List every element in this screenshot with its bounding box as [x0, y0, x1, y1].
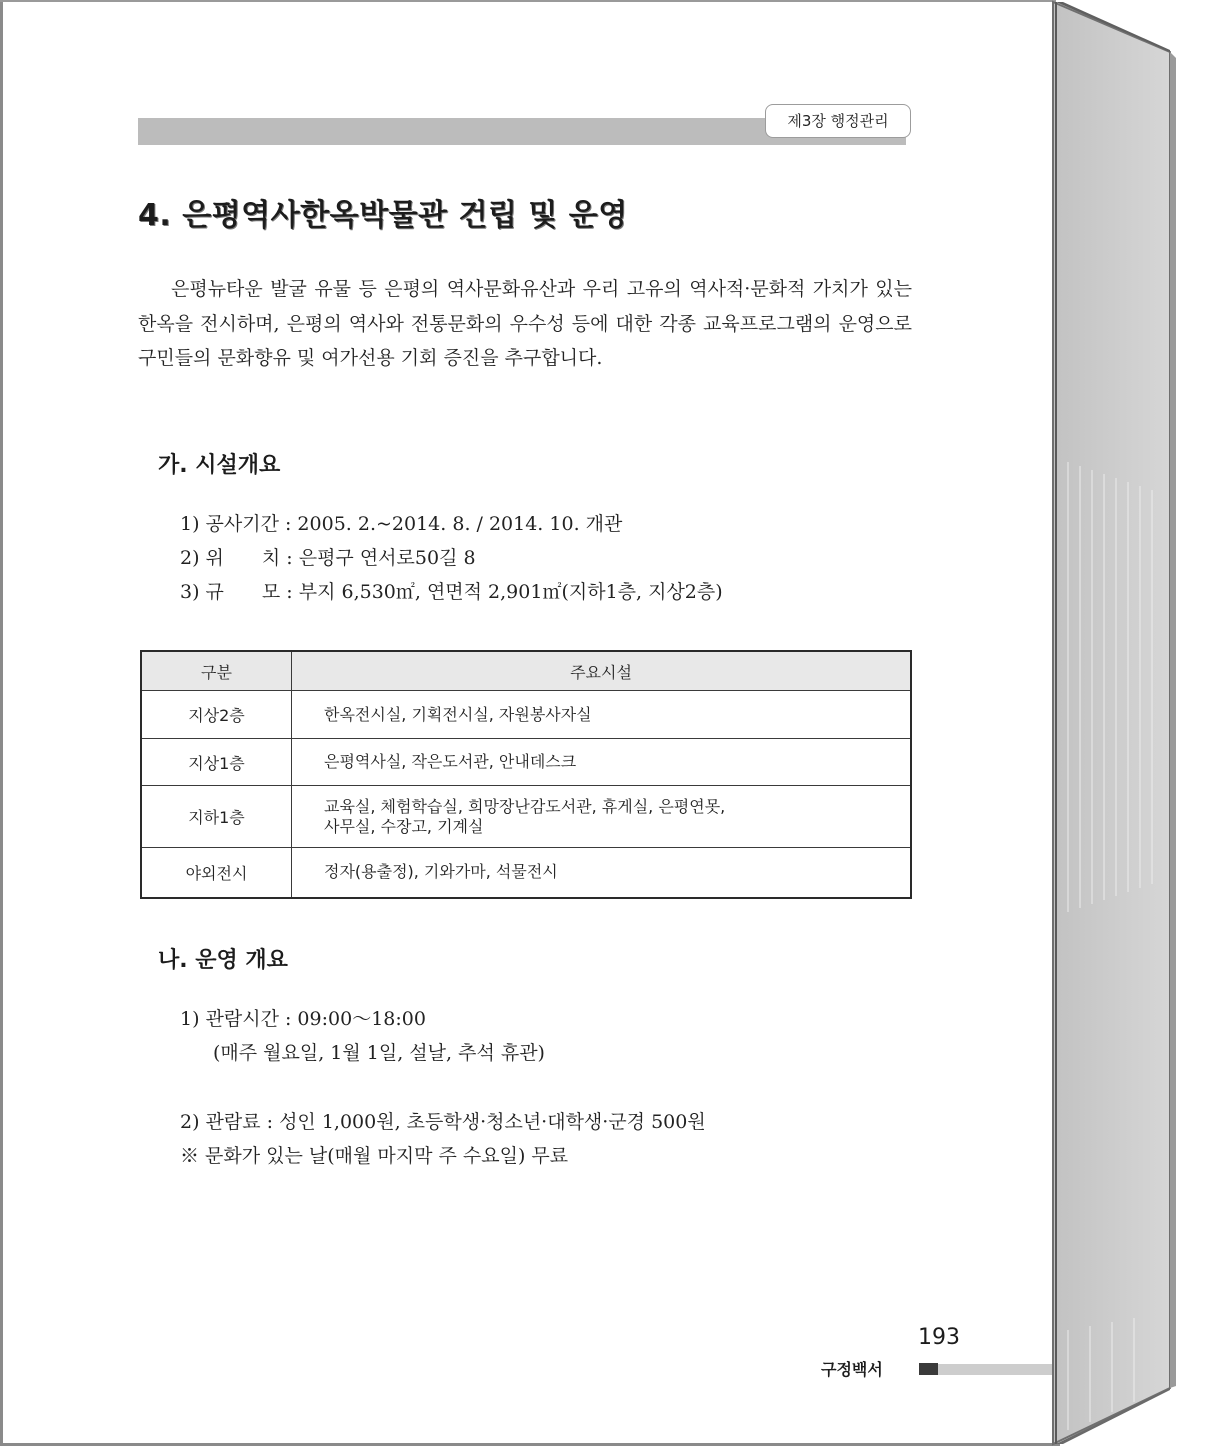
footer-marker [919, 1363, 938, 1375]
table-cell-floor: 지상1층 [141, 739, 292, 786]
book-title: 구정백서 [821, 1360, 883, 1379]
closed-days: (매주 월요일, 1월 1일, 설날, 추석 휴관) [213, 1042, 545, 1064]
table-row [141, 691, 911, 739]
table-cell-floor: 지하1층 [141, 786, 292, 848]
table-cell-facilities [292, 786, 912, 848]
facilities-table [140, 650, 912, 899]
table-header-facilities: 주요시설 [292, 651, 912, 691]
table-row [141, 786, 911, 848]
table-row [141, 848, 911, 898]
table-row [141, 739, 911, 786]
intro-paragraph: 은평뉴타운 발굴 유물 등 은평의 역사문화유산과 우리 고유의 역사적·문화적 가치가 있는 한옥을 전시하며, 은평의 역사와 전통문화의 우수성 등에 대한 각종 교육프로그램의 운영으로 구민들의 문화향유 및 여가선용 기회 증진을 추구합니다. [138, 278, 912, 369]
location: 2) 위 치 : 은평구 연서로50길 8 [180, 547, 476, 569]
table-cell-facilities: 정자(용출정), 기와가마, 석물전시 [292, 848, 912, 898]
section-title: 4. 은평역사한옥박물관 건립 및 운영 [138, 198, 628, 233]
viewing-hours: 1) 관람시간 : 09:00～18:00 [180, 1008, 426, 1030]
admission-fee: 2) 관람료 : 성인 1,000원, 초등학생·청소년·대학생·군경 500원 [180, 1111, 706, 1133]
free-day-note: ※ 문화가 있는 날(매월 마지막 주 수요일) 무료 [180, 1145, 569, 1167]
page-number: 193 [918, 1325, 960, 1350]
table-cell-floor: 야외전시 [141, 848, 292, 898]
scale: 3) 규 모 : 부지 6,530㎡, 연면적 2,901㎡(지하1층, 지상2층) [180, 581, 723, 603]
table-cell-facilities: 은평역사실, 작은도서관, 안내데스크 [292, 739, 912, 786]
construction-period: 1) 공사기간 : 2005. 2.~2014. 8. / 2014. 10. 개관 [180, 513, 623, 535]
table-cell-facilities: 한옥전시실, 기획전시실, 자원봉사자실 [292, 691, 912, 739]
table-header-row [141, 651, 911, 691]
footer-bar [938, 1364, 1052, 1375]
facilities-line-2: 사무실, 수장고, 기계실 [324, 816, 484, 836]
subsection-heading-facilities: 가. 시설개요 [158, 453, 281, 478]
facilities-line-1: 교육실, 체험학습실, 희망장난감도서관, 휴게실, 은평연못, [324, 796, 726, 816]
table-header-floor: 구분 [141, 651, 292, 691]
table-cell-floor: 지상2층 [141, 691, 292, 739]
chapter-label: 제3장 행정관리 [765, 104, 911, 138]
subsection-heading-operation: 나. 운영 개요 [158, 948, 288, 973]
